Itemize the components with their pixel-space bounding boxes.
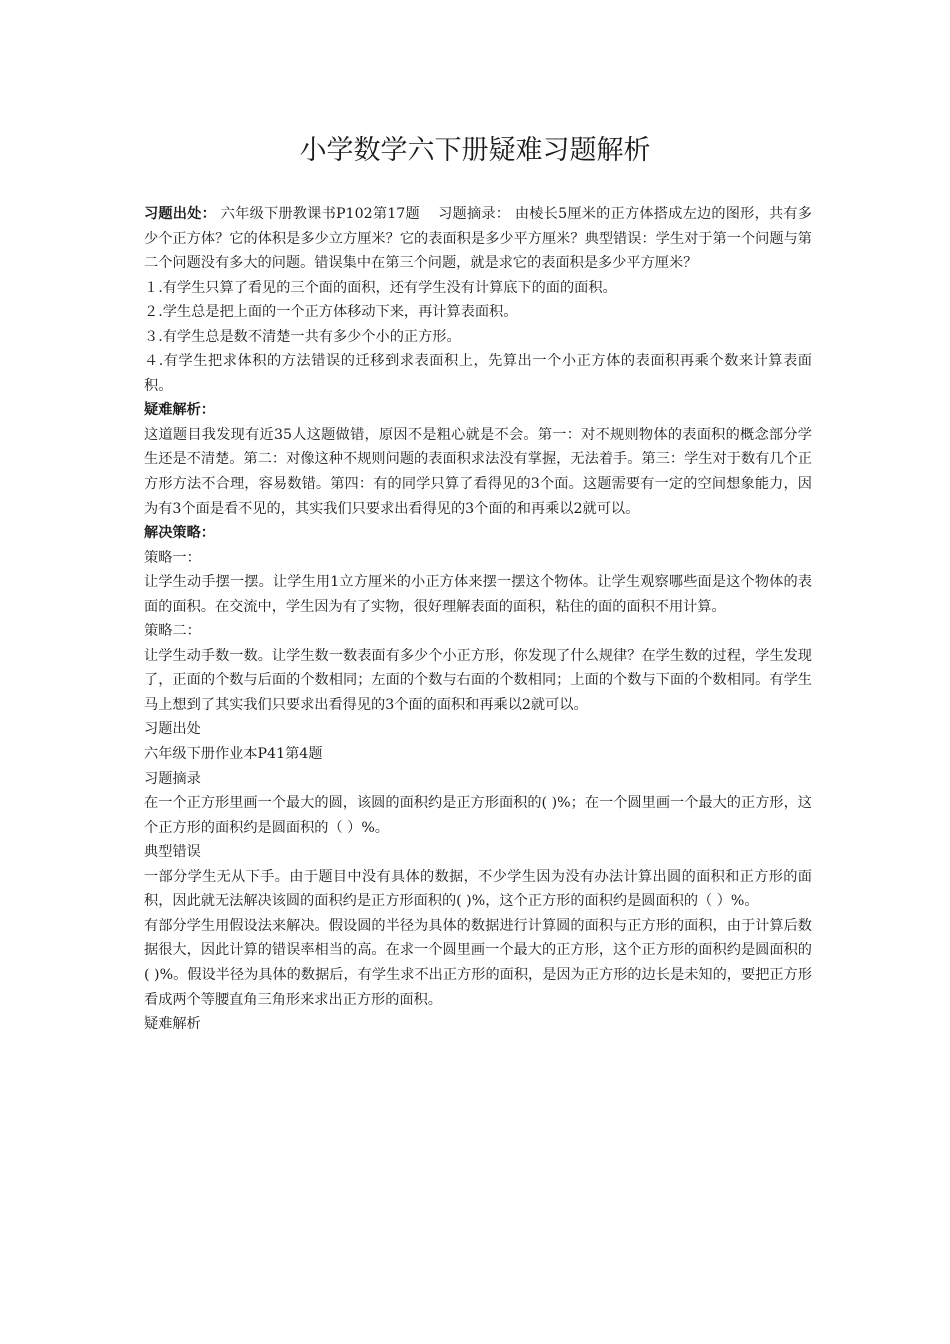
paragraph-source-1	[144, 202, 812, 276]
excerpt-label: 习题摘录：	[437, 206, 511, 222]
source-label: 习题出处：	[144, 206, 217, 222]
error-item-4: ４.有学生把求体积的方法错误的迁移到求表面积上，先算出一个小正方体的表面积再乘个数来计算表面积。	[144, 353, 812, 394]
strategy-2-text: 让学生动手数一数。让学生数一数表面有多少个小正方形，你发现了什么规律？在学生数的过程，学生发现了，正面的个数与后面的个数相同；左面的个数与右面的个数相同；上面的个数与下面的个数相同。有学生马上想到了其实我们只要求出看得见的3个面的面积和再乘以2就可以。	[144, 647, 812, 713]
source-text: 六年级下册教课书P102第17题	[220, 206, 420, 222]
excerpt-text-2: 在一个正方形里画一个最大的圆，该圆的面积约是正方形面积的( )%；在一个圆里画一个最大的正方形，这个正方形的面积约是圆面积的（ ）%。	[144, 795, 812, 836]
error-item-3: ３.有学生总是数不清楚一共有多少个小的正方形。	[144, 328, 461, 345]
source-text-2: 六年级下册作业本P41第4题	[144, 746, 323, 763]
source-label-2: 习题出处	[144, 721, 201, 738]
error-item-1: １.有学生只算了看见的三个面的面积，还有学生没有计算底下的面的面积。	[144, 279, 617, 296]
excerpt-text: 由棱长5厘米的正方体搭成左边的图形，共有多少个正方体？它的体积是多少立方厘米？它的表面积是多少平方厘米？典型错误：学生对于第一个问题与第二个问题没有多大的问题。错误集中在第三个问题，就是求它的表面积是多少平方厘米？	[144, 206, 812, 272]
strategy-heading: 解决策略：	[144, 525, 215, 542]
strategy-2-label: 策略二：	[144, 623, 201, 640]
excerpt-label-2: 习题摘录	[144, 770, 201, 787]
typical-error-label: 典型错误	[144, 844, 201, 861]
typical-error-text-1: 一部分学生无从下手。由于题目中没有具体的数据，不少学生因为没有办法计算出圆的面积和正方形的面积，因此就无法解决该圆的面积约是正方形面积的( )%，这个正方形的面积约是圆面积的（ ）%。	[144, 868, 812, 910]
analysis-label-2: 疑难解析	[144, 1016, 201, 1033]
document-body	[144, 202, 812, 1037]
strategy-1-label: 策略一：	[144, 549, 201, 566]
analysis-text: 这道题目我发现有近35人这题做错，原因不是粗心就是不会。第一：对不规则物体的表面积的概念部分学生还是不清楚。第二：对像这种不规则问题的表面积求法没有掌握，无法着手。第三：学生对于数有几个正方形方法不合理，容易数错。第四：有的同学只算了看得见的3个面。这题需要有一定的空间想象能力，因为有3个面是看不见的，其实我们只要求出看得见的3个面的和再乘以2就可以。	[144, 426, 812, 517]
page-title: 小学数学六下册疑难习题解析	[299, 135, 651, 166]
strategy-1-text: 让学生动手摆一摆。让学生用1立方厘米的小正方体来摆一摆这个物体。让学生观察哪些面是这个物体的表面的面积。在交流中，学生因为有了实物，很好理解表面的面积，粘住的面的面积不用计算。	[144, 574, 812, 615]
error-item-2: ２.学生总是把上面的一个正方体移动下来，再计算表面积。	[144, 304, 518, 321]
analysis-heading: 疑难解析：	[144, 402, 215, 419]
typical-error-text-2: 有部分学生用假设法来解决。假设圆的半径为具体的数据进行计算圆的面积与正方形的面积，由于计算后数据很大，因此计算的错误率相当的高。在求一个圆里画一个最大的正方形，这个正方形的面积约是圆面积的( )%。假设半径为具体的数据后，有学生求不出正方形的面积，是因为正方形的边长是未知的，要把正方形看成两个等腰直角三角形来求出正方形的面积。	[144, 917, 812, 1008]
